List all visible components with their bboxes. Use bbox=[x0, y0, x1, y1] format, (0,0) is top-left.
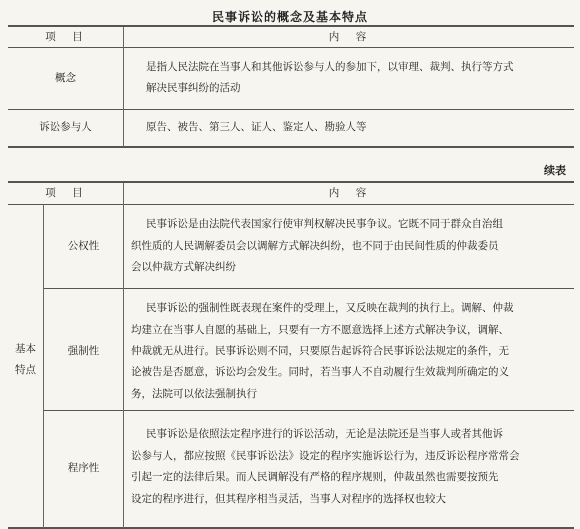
table-2-row-content-line: 论被告是否愿意，诉讼均会发生。同时，若当事人不自动履行生效裁判所确定的义 bbox=[131, 366, 509, 378]
table-2-row-content-line: 均建立在当事人自愿的基础上，只要有一方不愿意选择上述方式解决争议，调解、 bbox=[131, 324, 509, 336]
table-2-row-content-line: 织性质的人民调解委员会以调解方式解决纠纷，也不同于由民间性质的仲裁委员 bbox=[131, 240, 499, 252]
table-2-column-divider bbox=[123, 183, 124, 528]
table-1-header-content: 内 容 bbox=[328, 31, 370, 43]
continued-label: 续表 bbox=[544, 164, 566, 177]
page-title: 民事诉讼的概念及基本特点 bbox=[211, 10, 368, 24]
table-2-row-content-line: 民事诉讼的强制性既表现在案件的受理上，又反映在裁判的执行上。调解、仲裁 bbox=[146, 302, 514, 314]
table-2-row-content-line: 设定的程序进行，但其程序相当灵活，当事人对程序的选择权也较大 bbox=[131, 493, 446, 505]
group-label-line: 基本 bbox=[15, 343, 36, 355]
table-2-header-divider bbox=[8, 204, 574, 205]
table-2-row-content-line: 务，法院可以依法强制执行 bbox=[131, 388, 257, 400]
table-2-row-content-line: 民事诉讼是由法院代表国家行使审判权解决民事争议。它既不同于群众自治组 bbox=[146, 218, 503, 230]
table-2-header-item: 项 目 bbox=[45, 187, 86, 199]
table-2-row-content-line: 讼参与人，都应按照《民事诉讼法》设定的程序实施诉讼行为，违反诉讼程序常常会 bbox=[131, 450, 520, 462]
table-2-row-item: 公权性 bbox=[67, 240, 100, 252]
table-1-row-content-line: 解决民事纠纷的活动 bbox=[146, 82, 241, 94]
table-1-row-content-line: 是指人民法院在当事人和其他诉讼参与人的参加下，以审理、裁判、执行等方式 bbox=[146, 61, 514, 73]
table-2-row-content-line: 仲裁就无从进行。民事诉讼则不同，只要原告起诉符合民事诉讼法规定的条件，无 bbox=[131, 345, 509, 357]
table-1-bottom-border bbox=[8, 146, 574, 148]
table-1-row-content-line: 原告、被告、第三人、证人、鉴定人、勘验人等 bbox=[146, 121, 367, 133]
table-1-row-item: 诉讼参与人 bbox=[39, 121, 92, 133]
table-2-row-content-line: 会以仲裁方式解决纠纷 bbox=[131, 261, 236, 273]
table-1-row-item: 概念 bbox=[55, 72, 76, 84]
table-1-row-divider bbox=[8, 109, 574, 110]
group-label-line: 特点 bbox=[15, 364, 36, 376]
table-2-row-content-line: 引起一定的法律后果。而人民调解没有严格的程序规则，仲裁虽然也需要按预先 bbox=[131, 471, 499, 483]
table-2-row-item: 程序性 bbox=[67, 462, 100, 474]
table-2-row-item: 强制性 bbox=[67, 345, 100, 357]
table-1-header-item: 项 目 bbox=[45, 31, 86, 43]
table-2-row-content-line: 民事诉讼是依照法定程序进行的诉讼活动，无论是法院还是当事人或者其他诉 bbox=[146, 428, 503, 440]
table-2-header-content: 内 容 bbox=[328, 187, 370, 199]
